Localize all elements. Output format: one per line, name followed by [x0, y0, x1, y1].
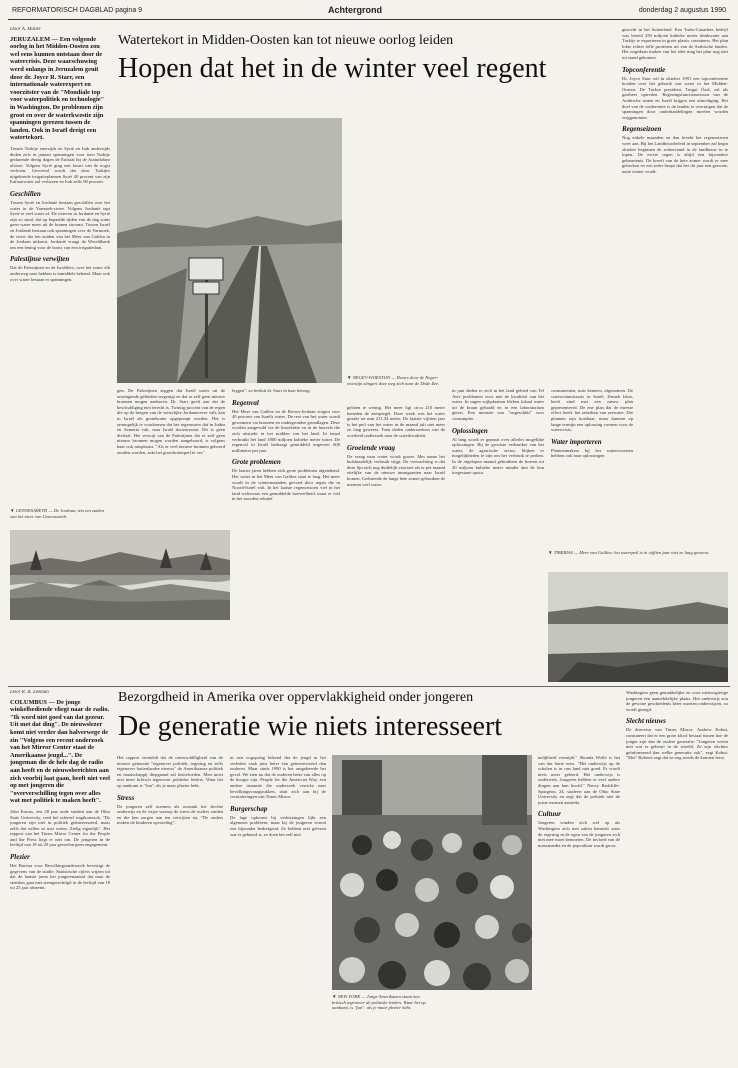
article2-col7-body-2: De directeur van Times Mirror, Andrew Kohut, constateert dat er een grote kloof bestaat tussen hoe de jonger zijn dan de oudere generatie. "Jongeren weten niet wat er gebeurt in de wereld. Ze zijn slechter geïnformeerd dan welke generatie ook", zegt Kohut. "Mrs" Roberts zegt dat ze nog steeds de kranten leest. [626, 727, 728, 761]
article2-col3-body-2: De lage opkomst bij verkiezingen lijkt een algemeen probleem, maar bij de jongeren vooral een bijzonder bedreigend. Ze hebben niet gelezen wat er gebeurd is, ze doen het zelf niet. [230, 814, 326, 837]
issue-date: donderdag 2 augustus 1990 [638, 7, 726, 14]
article1-subhead-problemen: Grote problemen [232, 458, 281, 467]
article1-col5-body-2: Al lang wordt er gepraat over allerlei mogelijke oplossingen. Bij de grootste verbruiker van het water, de agrarische sector, blijken er mogelijkheden te zijn om het verbruik te perken. In de afgelopen maand gebruikten de boeren tot 20 miljoen kubieke meter minder dan de hun toegestane quota. [452, 436, 544, 476]
article1-kicker: Watertekort in Midden-Oosten kan tot nieuwe oorlog leiden [118, 33, 454, 48]
header-rule [8, 19, 730, 20]
photo-tiberias-caption: ▼ TIBERIAS — Meer van Galilea: het waterpeil is in vijftien jaar niet zo laag geweest. [548, 550, 710, 555]
article1-col7-body-3: Nog enkele maanden en dan breekt het regenseizoen weer aan. Bij het Landbouwbeleid in september zal begin oktober beginnen de achterstand in de landbouw in te lopen. De eerste regen is altijd een bijzondere gebeurtenis. De kreeft van de hete zomer wordt er mee gebroken en een ieder hoopt dat het dit jaar een gewone, natte winter wordt. [622, 135, 728, 174]
article2-col2-body: Het rapport vermeldt dat de onverschilligheid van de nieuwe generatie "tegenover politiek, regering en zelfs tegenover buitenlandse nieuws" de Amerikaanse politiek en maatschappij diepgaand zal beïnvloeden. Men moet niet meer kritisch tegenover politieke leiders. Waar het op aankomt is "fun", als je maar plezier hebt. [117, 755, 223, 788]
article1-subhead-regenseizoen: Regenseizoen [622, 125, 662, 134]
article2-column-1 [10, 690, 110, 1060]
article2-col7-body: Washington geen gemakkelijke en voor nieuwsgierige jongeren een aantrekkelijke plaats. Het onderwijs zou de gewone geschiedenis beter moeten onderwijzen, zo wordt gezegd. [626, 690, 728, 712]
article1-body-3: Dat de Palestijnen en de Israëliërs, over het water elk onderweg naar hebben is inmiddels bekend. Maar ook over water bestaan er spanningen. [10, 265, 110, 282]
article2-col5-body: nelijkheid vermijdt." Shonda Wolfe is het van dat harte eens. "Het onderwijs op de scholen is in ons land niet goed. Er wordt niets meer geleerd. Het onderwijs is ouderwets. Jongeren hebben te veel andere dingen aan hun hoofd." Nancy Radcliffe-Spurgeon, 24, studeert aan de Ohio State University en zegt dat de politiek niet de juiste mensen aantrekt. [538, 755, 620, 805]
photo-tiberias [548, 572, 728, 682]
article1-col6-body: consumenten, mits kenners, afgenomen. De watercommissaris in Israël, Zemah Ishai, heeft eind mei een nieuw plan gepresenteerd. De ene plan dat de meeste effect heeft: het ontzilten van zeewater. Die plannen zijn kostbaar, maar kunnen op lange termijn een oplossing vormen voor de watercrisis. [551, 388, 633, 433]
article2-column-2 [117, 755, 223, 1060]
article1-column-1 [10, 27, 110, 497]
article1-col3-body-2: De laatste jaren hebben zich grote problemen afgetekend. Het water in het Meer van Galilea staat te laag. Het meer wordt in de wintermaanden gevoed door regen die in Noord-Israël valt. In het laatste regenseizoen viel in het land weliswaar een gemiddelde hoeveelheid, maar er viel in het noorden relatief [232, 468, 340, 502]
article1-body-1: Tussen Turkije enerzijds en Syrië en Irak anderzijds deden zich in januari spanningen voor toen Turkije gedurende dertig dagen de Eufraat bij de Ataturkdam afsloot. Volgens Syrië ging een kwart van de oogst verloren. Gevreesd wordt dat door Turkijes uitgebreide irrigatieplannen Syrië 40 procent van zijn Eufraatwater zal verliezen en Irak zelfs 90 procent. [10, 145, 110, 185]
river-landscape-image [10, 530, 230, 620]
article1-column-3 [232, 388, 340, 620]
article1-subhead-geschillen: Geschillen [10, 190, 41, 199]
article1-column-4 [347, 405, 445, 620]
photo-gennesareth [10, 530, 230, 620]
article1-col3-intro: leggen", zo besluit dr. Starr in haar betoog. [232, 388, 311, 393]
article1-col6-body-2: Plannenmakers bij het watervoorzien hebben ook naar oplossingen [551, 447, 633, 459]
article1-lead: JERUZALEM — Een volgende oorlog in het Midden-Oosten zou wel eens kunnen ontstaan door de watercrisis. Deze waarschuwing werd onlangs in Jeruzalem geuit door dr. Joyce R. Starr, een internationale waterexpert en voorzitster van de "Mondiale top voor waterpolitiek en technologie" in Washington. De problemen zijn groot en over de waterkwestie zijn spanningen gerezen tussen de landen. Ook in Israël dreigt een watertekort. [10, 35, 105, 142]
article2-subhead-slecht-nieuws: Slecht nieuws [626, 717, 666, 726]
article1-col4-body: gelaten te weinig. Het meer ligt circa 210 meter beneden de zeespiegel. Deze week was het water gezakt tot min 211,34 meter. De laatste vijftien jaar is het peil van het water in de maand juli niet meer zo laag geweest. Toen deden onderzoekers van de overheid onderzoek naar de waterkwaliteit. [347, 405, 445, 438]
newspaper-page-label: REFORMATORISCH DAGBLAD pagina 9 [12, 7, 143, 14]
article1-col7-body: gezocht in het buitenland. Een Turks-Canadees bedrijf was bereid 250 miljoen kubieke meter drinkwater aan Turkije te exporteren in grote plastic containers. Het plan lokte echter felle protesten uit van de Arabische landen. Het ongedaan maken van het idee mag het plan nog niet tot stand gekomen. [622, 27, 728, 60]
article2-col6-body: Jongeren winden zich wel op als Washington zich met zaken bemoeit waar de regering in de ogen van de jongeren zich niet mee moet bemoeien. De invloed van de massamedia en de popcultuur wordt groot. [538, 820, 620, 848]
article1-subhead-oplossingen: Oplossingen [452, 426, 488, 435]
desert-road-image [117, 118, 342, 383]
article1-col3-body: Het Meer van Galilea en de Boven-Jordaan zorgen voor 40 procent van Israëls water. De rest van het water wordt gewonnen via bronnen en ondergrondse grondlagen. Deze worden aangevuld via de kustvlakte en in de heuvels die zich uitstrekt in het midden van het land. In totaal verbruikt het land 1800 miljoen kubieke meter water. De regenval in Israël bedraagt gemiddeld ongeveer 600 millimeter per jaar. [232, 408, 340, 453]
article2-column-5 [538, 755, 620, 1060]
photo-new-york-caption: ▼ NEW YORK — Jonge Amerikanen staan met kritisch tegenover de politieke leiders. Waar het op aankomt, is "fun": als je maar plezier hebt. [332, 994, 426, 1011]
article1-column-6 [551, 388, 633, 548]
photo-negev-caption: ▼ NEGEV-WOESTIJN — Dwars door de Negev-woestijn slingert deze weg zich naar de Dode Zee. [347, 375, 440, 386]
article2-column-3 [230, 755, 326, 1060]
article1-subhead-topconferentie: Topconferentie [622, 65, 666, 74]
article1-body-2: Tussen Syrië en Jordanië bestaan geschillen over het water in de Yarmoek-rivier. Volgens Jordanië tapt Syrië te veel water af. De rivieren in Jordanië en Syrië zijn zo smal, dat op bepaalde tijden van de dag soms geen water meer uit de kranen stroomt. Tussen Israël en Jordanië bestaan ook spanningen over de Yarmoek, de rivier die ten zuiden van het Meer van Galilea in de Jordaan uitkomt. Jordanië vraagt de Wereldbank om een lening voor de bouw van een irrigatiedam. [10, 200, 110, 250]
photo-gennesareth-caption: ▼ GENNESARETH — De Jordaan, iets ten zuiden van het meer van Gennesareth. [10, 508, 104, 519]
article2-headline: De generatie wie niets interesseert [118, 711, 503, 742]
article1-byline: Door A. Muller [10, 27, 41, 32]
article2-col2-body-2: De jongeren zelf noemen als oorzaak het slechte onderwijs en de wijze waarop de stress de ouders vinden en die hen zorgen aan ten verwijten tot, "De ouders maken de kinderen opvoeding". [117, 803, 223, 826]
article2-subhead-cultuur: Cultuur [538, 810, 561, 819]
article1-col5-body: in juni deden er zich in het land gebied van Tel Aviv problemen voor met de kwaliteit van het water. In sagen wijkplaatsen bleken lokaal water uit de kraan gehaald en in een laboratorium getest. Een monster was "ongeschikt" voor consumptie. [452, 388, 544, 421]
article1-col4-body-2: De vraag naar water wordt groter. Met name het huishoudelijk verbruik stijgt. De verwachting is dat deze lijn zich nog duidelijk voortzet als er per maand ettelijke van de nieuwe immigranten naar Israël komen. Gedurende de lange hete zomer gebruiken de mensen veel water. [347, 453, 445, 487]
article1-column-5 [452, 388, 544, 620]
article-divider [8, 686, 730, 687]
article2-subhead-burgerschap: Burgerschap [230, 804, 268, 813]
article1-column-2: gen. De Palestijnen zeggen dat Israël water uit de omringende gebieden wegzuigt en dat er zelf geen nieuwe bronnen mogen aanboren. Dr. Starr geeft aan dat de beschuldiging niet terecht is. Twintig procent van de regen die op de bergen van de westelijke Jordaanoever valt, kan in Israël als grondwater opgepompt worden. Het is onmogelijk te voorkomen dat het regenwater dat in Judea en Samaria valt, naar Israël doorstroomt. Dit is geen diefstal. Het verwijt van de Palestijnen dat er zelf geen nieuwe bronnen mogen worden aangeboord, is volgens haar ook misplaatst. "Als er veel nieuwe bronnen geboord zouden worden, zakt het grondwaterpeil te ver." [117, 388, 225, 455]
article1-col7-body-2: Dr. Joyce Starr wil in oktober 1991 een topconferentie houden over het gebruik van water in het Midden-Oosten. De Turkse president, Turgut Özal, zal als gastheer optreden. Regeringsfunctionarissen van de Arabische staten en Israël krijgen een uitnodiging. Het doel van de conferentie is de landen te overtuigen dat de spanningen door onderhandelingen moeten worden weggenomen. [622, 75, 728, 120]
article2-column-7 [626, 690, 728, 1060]
photo-new-york-crowd [332, 755, 532, 990]
article2-subhead-stress: Stress [117, 793, 135, 802]
page-header [8, 4, 730, 18]
article1-subhead-palestijnse: Palestijnse verwijten [10, 255, 70, 264]
article1-headline: Hopen dat het in de winter veel regent [118, 53, 547, 84]
article2-subhead-plezier: Plezier [10, 853, 30, 862]
lake-shore-image [548, 572, 728, 682]
article1-subhead-vraag: Groeiende vraag [347, 443, 396, 452]
article2-body-1: John Karras, een 28 jaar oude student aan de Ohio State University, reed het tafereel tragikomisch. "De jongeren zijn niet in politiek geïnteresseerd, maar zelfs dat willen ze niet weten. Zielig eigenlijk". Het rapport van het Times Mirror Center for the People and the Press liegt er niet om. De jongeren in de leeftijd van 18 tot 29 jaar gevoelen geen engagement. [10, 808, 110, 848]
article2-byline: Door R. R. Zeeman [10, 690, 49, 695]
photo-negev-road [117, 118, 342, 383]
article2-body-2: Het Bureau voor Bevolkingsonderzoek bevestigt de gegevens van de studie. Statistische cijfers wijzen uit dat de laatste jaren het jongerenaantal dat naar de stembus gaat met stemgerechtigd in de leeftijd van 18 tot 25 jaar afneemt. [10, 863, 110, 891]
section-title: Achtergrond [328, 5, 382, 15]
article1-subhead-importeren: Water importeren [551, 437, 602, 446]
article2-col3-body: in een oogopslag bekend dat de jeugd in het verleden vaak juist beter een geïnteresseerd dan ouderen. Maar sinds 1990 is het omgekeerde het geval. We zien nu dat de ouderen beter van alles op de hoogte zijn. People for the American Way, een andere instantie die onderzoek verricht naar bevolkingsvraagstukken, sluit zich aan bij de constateringen van Times Mirror. [230, 755, 326, 800]
article1-column-7 [622, 27, 728, 545]
article2-lead: COLUMBUS — De jonge winkelbediende vliegt naar de radio. "Ik word niet goed van dat gezeur. Uit met dat ding". De nieuwslezer komt niet verder dan halverwege de zin "Volgens een recent onderzoek van het Mirror Center staat de Amerikaanse jeugd...". De jongeman die de hele dag de radio aan heeft en de nieuwsberichten aan zich voorbij laat gaan, heeft niet veel op met jongeren die "oververschilling tegen over alles wat met politiek te maken heeft". [10, 698, 110, 805]
crowd-image [332, 755, 532, 990]
article1-subhead-regenval: Regenval [232, 398, 259, 407]
article2-kicker: Bezorgdheid in Amerika over oppervlakkigheid onder jongeren [118, 690, 474, 705]
